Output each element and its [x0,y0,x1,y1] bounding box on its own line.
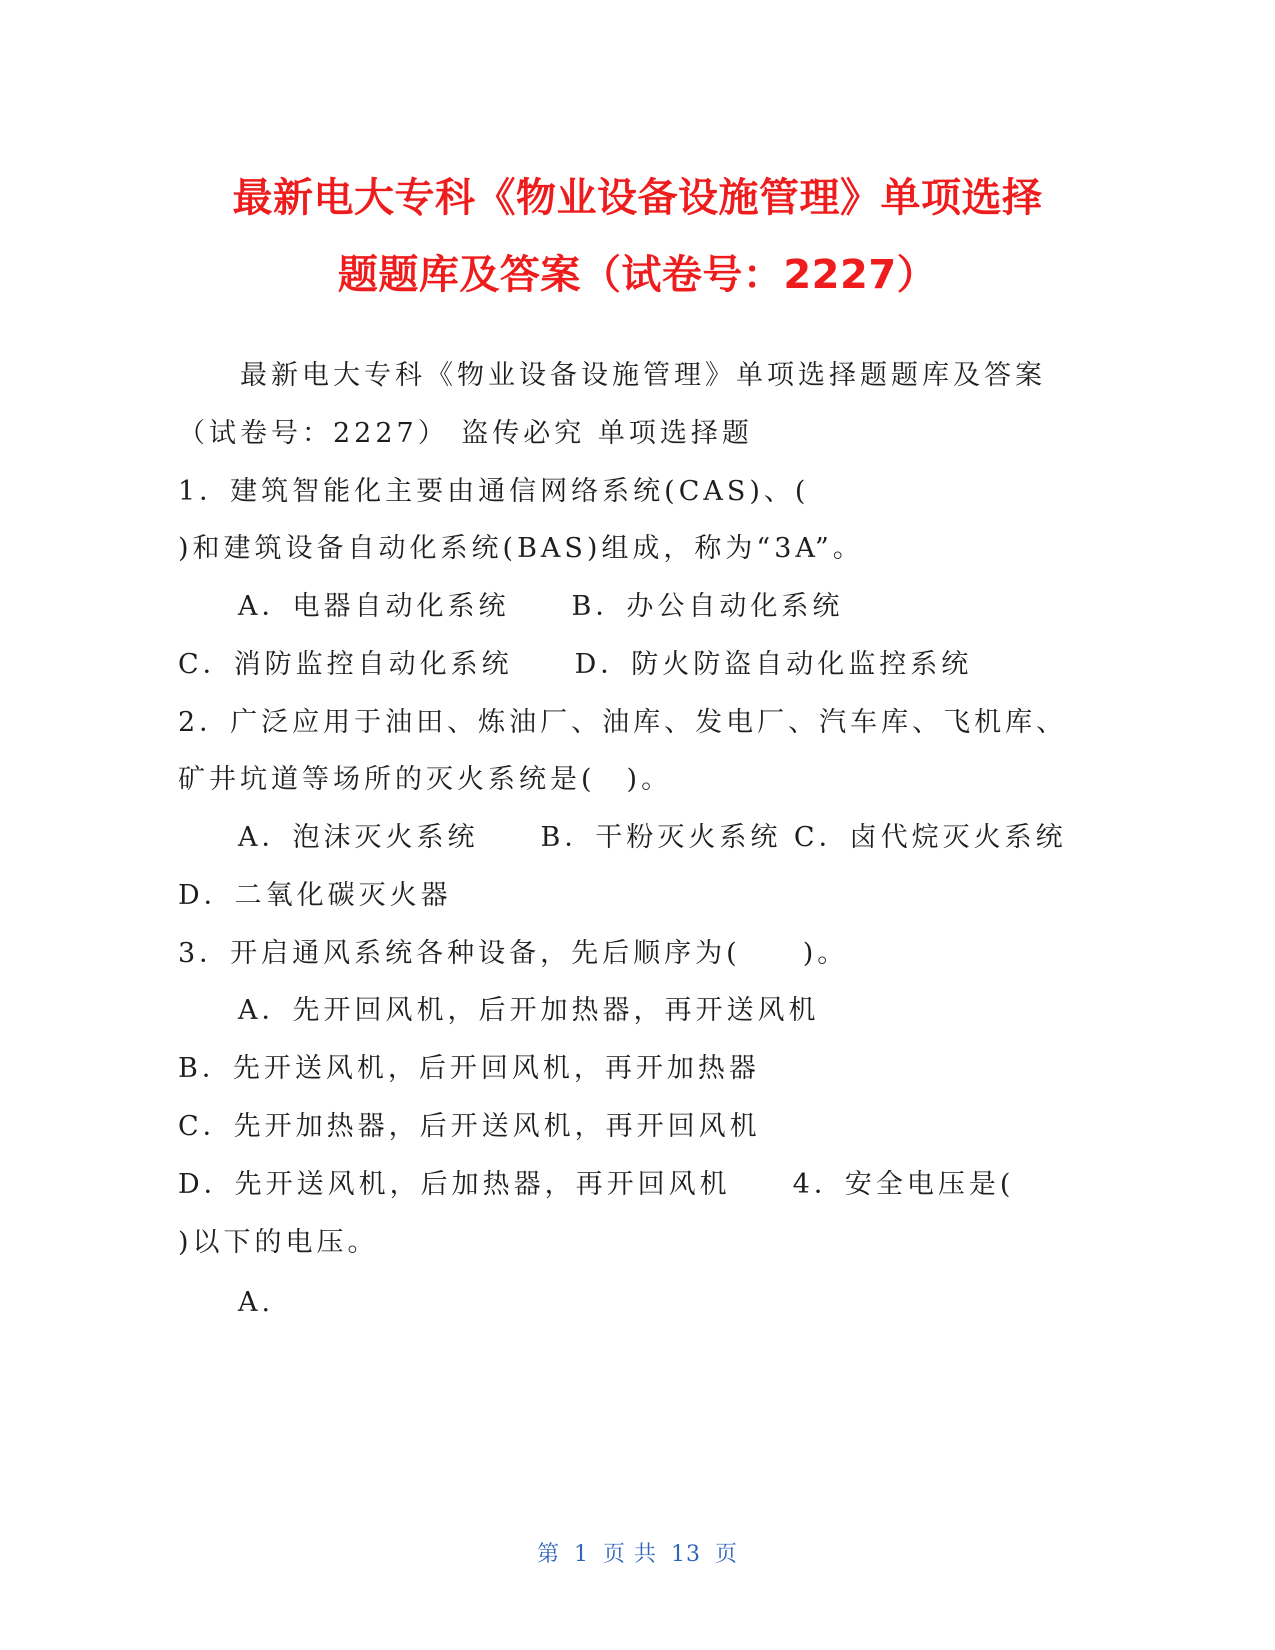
question-1-options-cd: C．消防监控自动化系统 D．防火防盗自动化监控系统 [178,649,973,680]
question-3-option-c: C．先开加热器，后开送风机，再开回风机 [178,1111,761,1142]
question-3-option-d-question-4-start: D．先开送风机，后加热器，再开回风机 4．安全电压是( [178,1169,1015,1200]
question-4-option-a: A. [238,1287,275,1318]
footer-suffix: 页 [715,1542,739,1567]
question-2-options-abc: A．泡沫灭火系统 B．干粉灭火系统 C．卤代烷灭火系统 [238,822,1067,853]
footer-middle: 页 共 [603,1542,657,1567]
footer-page-number: 1 [574,1542,589,1567]
document-title-line-1: 最新电大专科《物业设备设施管理》单项选择 [232,175,1043,221]
intro-line-2: （试卷号：2227） 盗传必究 单项选择题 [178,418,753,449]
intro-line-1: 最新电大专科《物业设备设施管理》单项选择题题库及答案 [240,360,1046,391]
question-1-line-1: 1．建筑智能化主要由通信网络系统(CAS)、( [178,476,810,507]
question-2-option-d: D．二氧化碳灭火器 [178,880,452,911]
question-3-line-1: 3．开启通风系统各种设备，先后顺序为( )。 [178,938,849,969]
question-1-options-ab: A．电器自动化系统 B．办公自动化系统 [238,591,844,622]
question-3-option-b: B．先开送风机，后开回风机，再开加热器 [178,1053,760,1084]
footer-total-pages: 13 [671,1542,701,1567]
question-3-option-a: A．先开回风机，后开加热器，再开送风机 [238,995,820,1026]
question-4-line-2: )以下的电压。 [178,1227,379,1258]
question-2-line-1: 2．广泛应用于油田、炼油厂、油库、发电厂、汽车库、飞机库、 [178,707,1068,738]
question-1-line-2: )和建筑设备自动化系统(BAS)组成，称为“3A”。 [178,533,864,564]
footer-prefix: 第 [536,1542,560,1567]
document-title-line-2: 题题库及答案（试卷号：2227） [337,252,938,298]
page-footer [0,1537,1275,1568]
question-2-line-2: 矿井坑道等场所的灭火系统是( )。 [178,764,673,795]
